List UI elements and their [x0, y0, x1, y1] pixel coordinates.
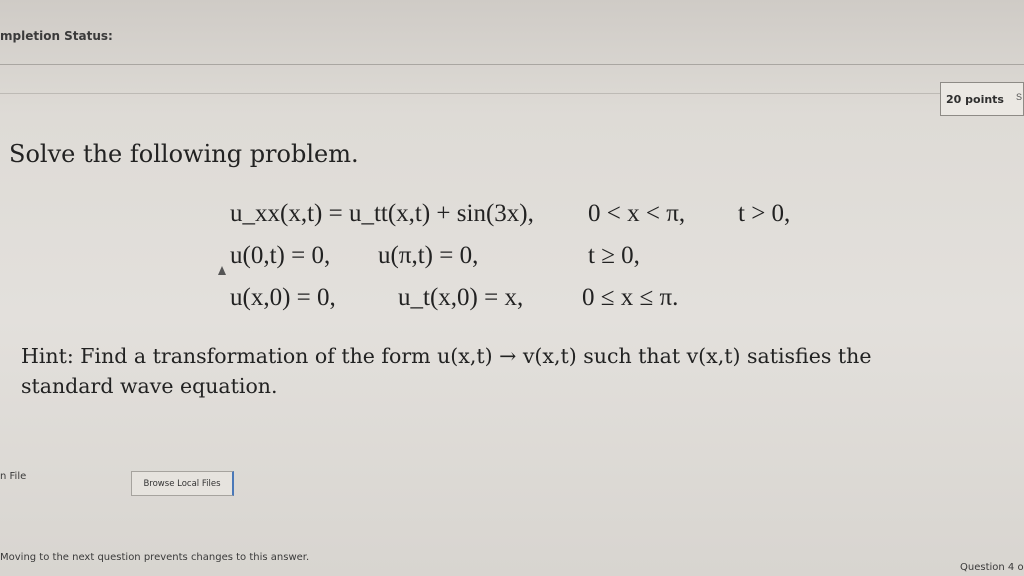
equation-row1-pde: u_xx(x,t) = u_tt(x,t) + sin(3x), [230, 200, 534, 227]
completion-status-label: mpletion Status: [0, 29, 113, 43]
equation-row1-domain: 0 < x < π, [588, 200, 686, 227]
equation-row1-time: t > 0, [738, 200, 791, 227]
equation-row3-ic-u: u(x,0) = 0, [230, 284, 336, 311]
points-badge: 20 points [940, 82, 1024, 116]
divider-question [0, 93, 940, 94]
navigation-warning: Moving to the next question prevents changes to this answer. [0, 552, 310, 563]
points-tail: S [1016, 92, 1023, 102]
attach-file-label: n File [0, 471, 27, 482]
hint-text: Hint: Find a transformation of the form u(x,t) → v(x,t) such that v(x,t) satisfies the [21, 344, 872, 368]
browse-local-files-button[interactable]: Browse Local Files [131, 471, 234, 496]
equation-row3-domain: 0 ≤ x ≤ π. [582, 284, 679, 311]
question-navigation[interactable]: Question 4 o [960, 562, 1024, 573]
divider-top [0, 64, 1024, 65]
equation-row2-bc-right: u(π,t) = 0, [378, 242, 479, 269]
hint-text-line2: standard wave equation. [21, 374, 278, 398]
equation-row2-bc-left: u(0,t) = 0, [230, 242, 331, 269]
equation-row2-time: t ≥ 0, [588, 242, 640, 269]
problem-title: Solve the following problem. [9, 140, 359, 168]
equation-row3-ic-ut: u_t(x,0) = x, [398, 284, 524, 311]
mouse-cursor-icon [218, 266, 226, 275]
